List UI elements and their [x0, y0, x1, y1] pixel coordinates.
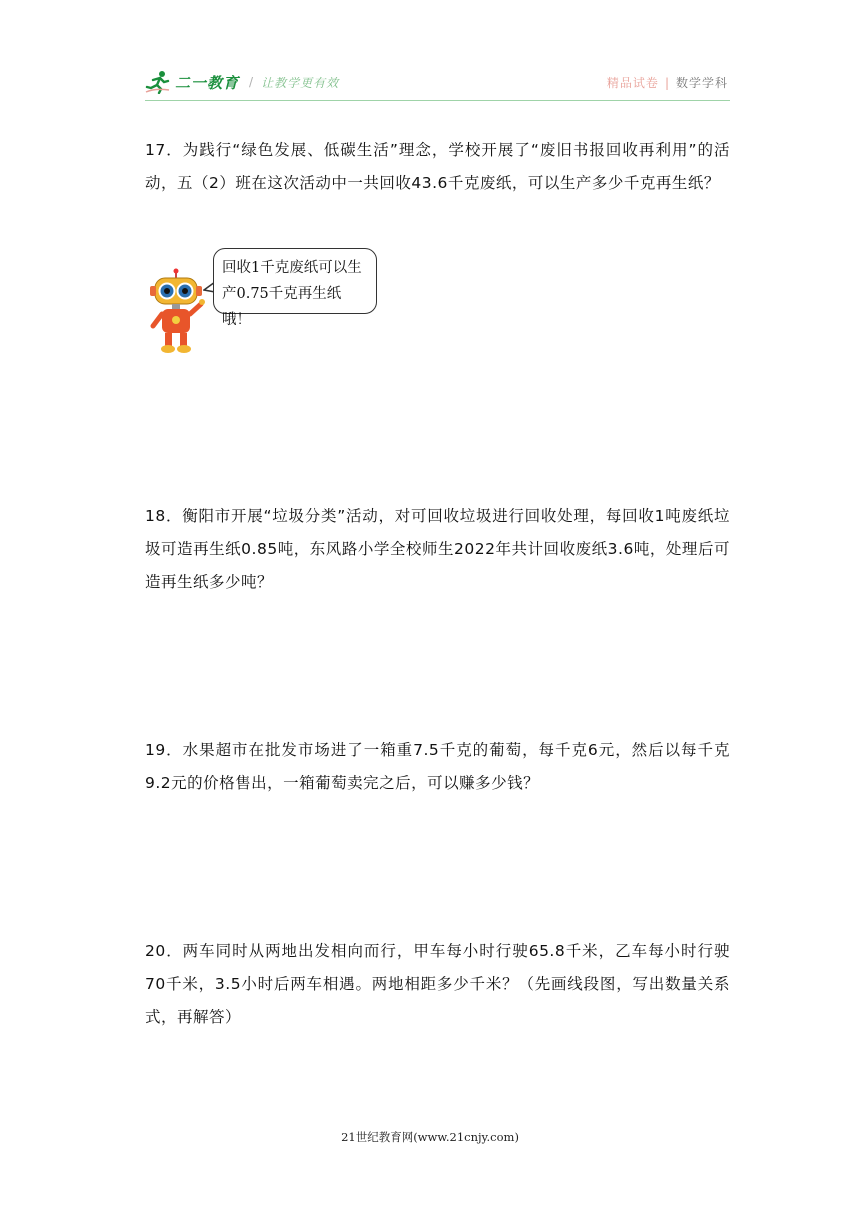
question-18: 18．衡阳市开展“垃圾分类”活动，对可回收垃圾进行回收处理，每回收1吨废纸垃圾可造再生纸0.85吨，东风路小学全校师生2022年共计回收废纸3.6吨，处理后可造再生纸多少吨？ [145, 507, 730, 591]
header-right [607, 74, 728, 91]
header-slogan: 让教学更有效 [261, 75, 340, 90]
running-man-logo-icon [145, 70, 171, 94]
page-footer: 21世纪教育网(www.21cnjy.com) [341, 1130, 519, 1144]
header-slash: / [249, 75, 254, 89]
logo-text: 二一教育 [175, 73, 240, 92]
header-subject-label: 数学学科 [675, 76, 728, 90]
bubble-line-1: 回收1千克废纸可以生 [222, 260, 362, 276]
question-19: 19．水果超市在批发市场进了一箱重7.5千克的葡萄，每千克6元，然后以每千克9.2元的价格售出，一箱葡萄卖完之后，可以赚多少钱？ [145, 741, 730, 792]
header-product-label: 精品试卷 [606, 76, 659, 90]
page-header [145, 66, 730, 102]
question-17: 17．为践行“绿色发展、低碳生活”理念，学校开展了“废旧书报回收再利用”的活动，五（2）班在这次活动中一共回收43.6千克废纸，可以生产多少千克再生纸？ [145, 141, 730, 192]
bubble-line-2: 产0.75千克再生纸哦！ [222, 286, 342, 328]
header-divider [145, 100, 730, 101]
speech-bubble [213, 248, 377, 328]
header-separator: | [664, 76, 670, 90]
robot-illustration [145, 248, 385, 358]
logo [145, 68, 339, 96]
question-20: 20．两车同时从两地出发相向而行，甲车每小时行驶65.8千米，乙车每小时行驶70千米，3.5小时后两车相遇。两地相距多少千米？（先画线段图，写出数量关系式，再解答） [145, 942, 730, 1026]
robot-icon [147, 268, 205, 354]
